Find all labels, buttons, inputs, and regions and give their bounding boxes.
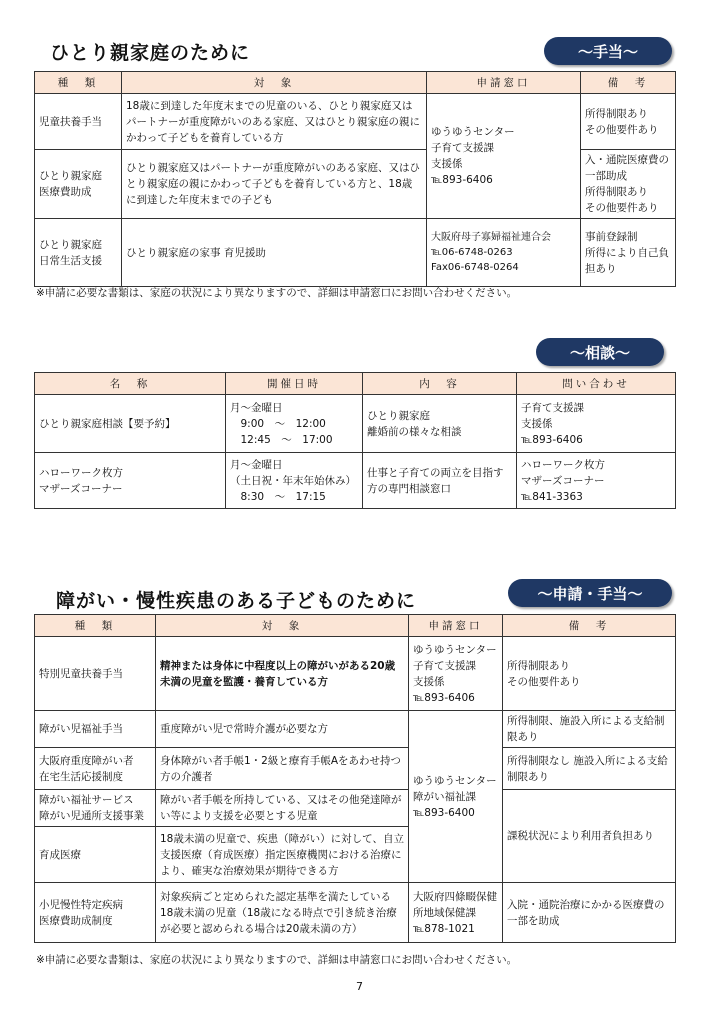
- table-cell-note: 所得制限、施設入所による支給制限あり: [503, 711, 676, 748]
- table-cell-target: 身体障がい者手帳1・2級と療育手帳Aをあわせ持つ方の介護者: [156, 748, 409, 790]
- table-cell-type: 大阪府重度障がい者 在宅生活応援制度: [35, 748, 156, 790]
- section3-table: [34, 614, 676, 943]
- table-cell-content: 仕事と子育ての両立を目指す方の専門相談窓口: [363, 453, 517, 509]
- table-cell-name: ハローワーク枚方 マザーズコーナー: [35, 453, 226, 509]
- header-type: 種 類: [35, 72, 122, 94]
- table-cell-window: ゆうゆうセンター 子育て支援課 支援係 ℡893-6406: [427, 94, 581, 219]
- section1-badge: ～手当～: [544, 37, 672, 65]
- section1-table: [34, 71, 676, 287]
- table-cell-target: 対象疾病ごと定められた認定基準を満たしている18歳未満の児童（18歳になる時点で引き続き治療が必要と認められる場合は20歳未満の方）: [156, 883, 409, 943]
- table-cell-target: 18歳未満の児童で、疾患（障がい）に対して、自立支援医療（育成医療）指定医療機関における治療により、確実な治療効果が期待できる方: [156, 827, 409, 883]
- table-cell-note: 所得制限あり その他要件あり: [503, 637, 676, 711]
- table-cell-note: 所得制限あり その他要件あり: [581, 94, 676, 150]
- table-cell-target: ひとり親家庭の家事 育児援助: [122, 219, 427, 287]
- section3-title: 障がい・慢性疾患のある子どものために: [56, 590, 417, 612]
- table-cell-datetime: 月～金曜日 （土日祝・年末年始休み） 8:30 ～ 17:15: [226, 453, 363, 509]
- table-cell-content: ひとり親家庭 離婚前の様々な相談: [363, 395, 517, 453]
- table-cell-note: 入院・通院治療にかかる医療費の一部を助成: [503, 883, 676, 943]
- header-window: 申請窓口: [409, 615, 503, 637]
- table-cell-type: ひとり親家庭 医療費助成: [35, 150, 122, 219]
- header-contact: 問い合わせ: [517, 373, 676, 395]
- table-cell-window: ゆうゆうセンター 子育て支援課 支援係 ℡893-6406: [409, 637, 503, 711]
- table-cell-type: 育成医療: [35, 827, 156, 883]
- section2-badge: ～相談～: [536, 338, 664, 366]
- header-datetime: 開催日時: [226, 373, 363, 395]
- section1-footnote: ※申請に必要な書類は、家庭の状況により異なりますので、詳細は申請窓口にお問い合わせください。: [36, 287, 518, 299]
- table-cell-name: ひとり親家庭相談【要予約】: [35, 395, 226, 453]
- table-cell-note: 所得制限なし 施設入所による支給制限あり: [503, 748, 676, 790]
- header-note: 備 考: [581, 72, 676, 94]
- table-cell-contact: ハローワーク枚方 マザーズコーナー ℡841-3363: [517, 453, 676, 509]
- table-cell-target: 精神または身体に中程度以上の障がいがある20歳未満の児童を監護・養育している方: [156, 637, 409, 711]
- table-cell-target: ひとり親家庭又はパートナーが重度障がいのある家庭、又はひとり親家庭の親にかわって子どもを養育している方と、18歳に到達した年度末までの子ども: [122, 150, 427, 219]
- table-cell-contact: 子育て支援課 支援係 ℡893-6406: [517, 395, 676, 453]
- table-cell-target: 18歳に到達した年度末までの児童のいる、ひとり親家庭又はパートナーが重度障がいのある家庭、又はひとり親家庭の親にかわって子どもを養育している方: [122, 94, 427, 150]
- table-cell-type: 小児慢性特定疾病 医療費助成制度: [35, 883, 156, 943]
- header-window: 申請窓口: [427, 72, 581, 94]
- table-cell-datetime: 月～金曜日 9:00 ～ 12:00 12:45 ～ 17:00: [226, 395, 363, 453]
- header-content: 内 容: [363, 373, 517, 395]
- table-cell-note: 課税状況により利用者負担あり: [503, 790, 676, 883]
- table-cell-note: 入・通院医療費の一部助成 所得制限あり その他要件あり: [581, 150, 676, 219]
- header-name: 名 称: [35, 373, 226, 395]
- table-cell-type: 児童扶養手当: [35, 94, 122, 150]
- section3-badge: ～申請・手当～: [508, 579, 672, 607]
- table-cell-window: 大阪府母子寡婦福祉連合会 ℡06-6748-0263 Fax06-6748-0264: [427, 219, 581, 287]
- table-cell-note: 事前登録制 所得により自己負担あり: [581, 219, 676, 287]
- table-cell-window: ゆうゆうセンター 障がい福祉課 ℡893-6400: [409, 711, 503, 883]
- header-target: 対 象: [156, 615, 409, 637]
- section1-title: ひとり親家庭のために: [50, 42, 251, 64]
- section3-footnote: ※申請に必要な書類は、家庭の状況により異なりますので、詳細は申請窓口にお問い合わせください。: [36, 954, 518, 966]
- table-cell-type: 特別児童扶養手当: [35, 637, 156, 711]
- table-cell-type: 障がい福祉サービス 障がい児通所支援事業: [35, 790, 156, 827]
- header-note: 備 考: [503, 615, 676, 637]
- table-cell-type: ひとり親家庭 日常生活支援: [35, 219, 122, 287]
- table-cell-target: 重度障がい児で常時介護が必要な方: [156, 711, 409, 748]
- header-target: 対 象: [122, 72, 427, 94]
- section2-table: [34, 372, 676, 509]
- page-number: 7: [356, 980, 363, 993]
- table-cell-type: 障がい児福祉手当: [35, 711, 156, 748]
- table-cell-window: 大阪府四條畷保健所地域保健課 ℡878-1021: [409, 883, 503, 943]
- header-type: 種 類: [35, 615, 156, 637]
- table-cell-target: 障がい者手帳を所持している、又はその他発達障がい等により支援を必要とする児童: [156, 790, 409, 827]
